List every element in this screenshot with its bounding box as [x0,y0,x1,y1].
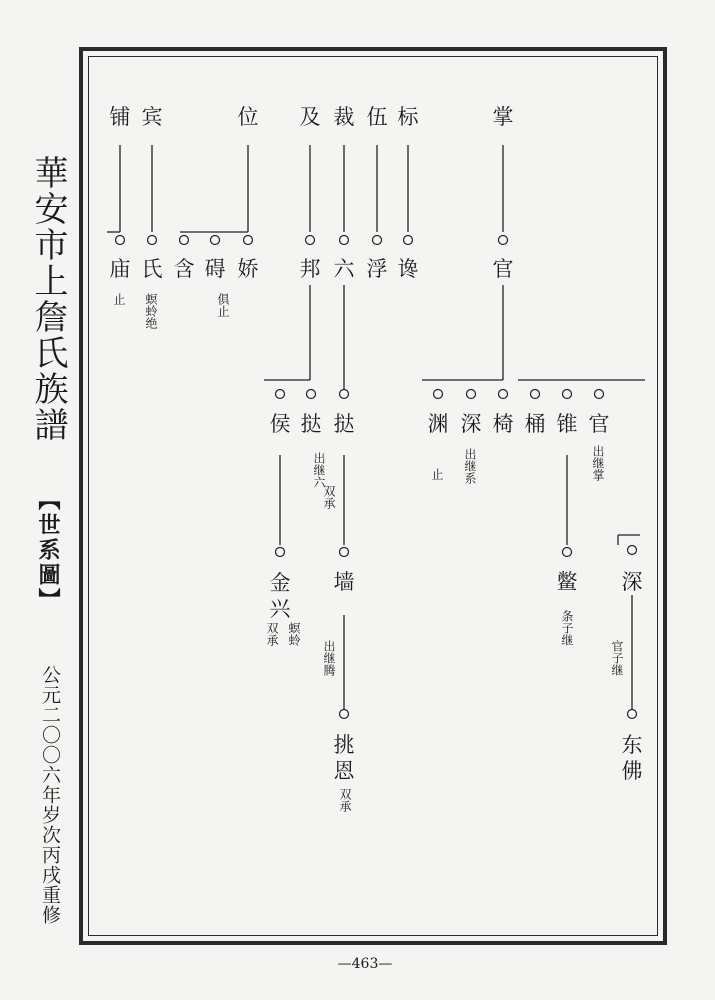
name-gen3-1: 侯 [269,412,291,436]
name-gen3-6: 椅 [492,412,514,436]
name-gen2-1: 庙 [109,257,131,281]
name-gen2-10: 官 [492,257,514,281]
name-gen1-6: 伍 [366,105,388,129]
name-gen1-1: 铺 [109,105,131,129]
note-ai: 俱止 [216,293,230,317]
name-gen2-3: 含 [173,257,195,281]
note-jinxing-b: 双承 [265,622,279,646]
page-number: —463— [337,956,393,972]
name-gen2-7: 六 [333,257,355,281]
section-label: 【世系圖】 [35,488,61,613]
name-gen2-4: 碍 [204,257,226,281]
note-shen: 出继系 [463,448,477,484]
name-gen1-7: 标 [397,105,419,129]
name-gen4-1: 金兴 [269,571,291,621]
name-gen3-5: 深 [460,412,482,436]
name-gen3-3: 挞 [333,412,355,436]
name-gen1-2: 宾 [141,105,163,129]
note-tiaoen: 双承 [338,788,352,812]
revision-date: 公元二〇〇六年岁次丙戌重修 [39,665,61,925]
name-gen1-8: 掌 [492,105,514,129]
note-qiang: 出继腾 [322,640,336,676]
name-gen2-8: 浮 [366,257,388,281]
name-gen2-9: 谗 [397,257,419,281]
name-gen2-6: 邦 [299,257,321,281]
name-gen4-3: 鳖 [556,570,578,594]
name-gen1-3: 位 [237,105,259,129]
name-gen3-2: 挞 [300,412,322,436]
name-gen2-5: 娇 [237,257,259,281]
name-gen3-4: 渊 [427,412,449,436]
note-shen4: 官子继 [610,640,624,676]
name-gen4-4: 深 [621,570,643,594]
note-ta3: 双承 [322,485,336,509]
name-gen3-7: 桶 [524,412,546,436]
book-title: 華安市上詹氏族譜 [28,155,68,443]
name-gen5-1: 挑恩 [333,733,355,783]
note-bie: 条子继 [560,610,574,646]
note-jinxing-a: 螟蛉 [287,622,301,646]
name-gen1-5: 裁 [333,105,355,129]
name-gen2-2: 氏 [141,257,163,281]
note-guan3: 出继掌 [591,445,605,481]
note-shi: 螟蛉绝 [144,293,158,329]
name-gen3-8: 锥 [556,412,578,436]
note-miao: 止 [112,293,126,305]
name-gen3-9: 官 [588,412,610,436]
name-gen1-4: 及 [299,105,321,129]
name-gen5-2: 东佛 [621,733,643,783]
name-gen4-2: 墙 [333,570,355,594]
note-yuan: 止 [430,468,444,480]
note-ta2: 出继六 [312,452,326,488]
